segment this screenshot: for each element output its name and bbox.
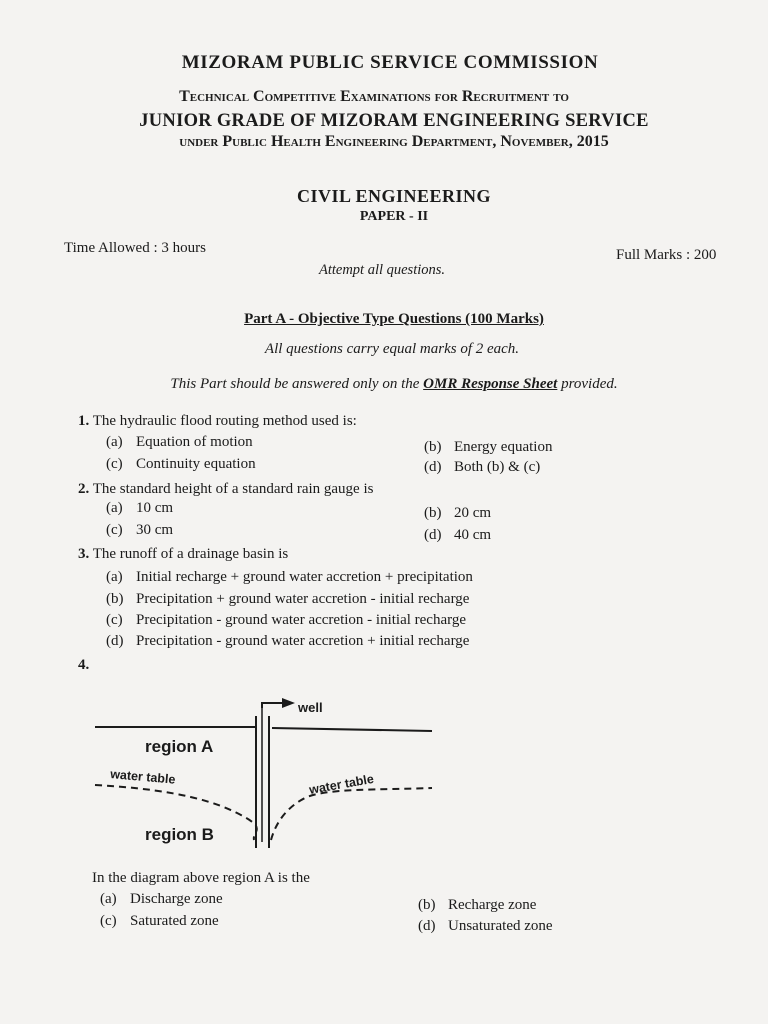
option-label: (b) [418, 897, 436, 913]
option-label: (a) [106, 500, 123, 516]
option-1a [106, 434, 253, 451]
option-text: Energy equation [454, 439, 553, 455]
option-text: 40 cm [454, 527, 492, 543]
option-3b [106, 591, 469, 608]
department-line: under Public Health Engineering Department, November, 2015 [179, 133, 609, 150]
option-label: (b) [424, 439, 442, 455]
well-outlet-pipe [262, 703, 282, 708]
equal-marks-note: All questions carry equal marks of 2 each. [264, 341, 520, 357]
option-3c [106, 612, 466, 629]
water-table-left-label: water table [109, 767, 177, 787]
question-text: In the diagram above region A is the [92, 870, 310, 886]
option-text: Discharge zone [130, 891, 223, 907]
part-a-heading: Part A - Objective Type Questions (100 Marks) [244, 311, 544, 327]
option-2a [106, 500, 173, 517]
option-text: Recharge zone [448, 897, 537, 913]
option-text: 10 cm [136, 500, 174, 516]
option-label: (a) [100, 891, 117, 907]
option-label: (b) [424, 505, 442, 521]
option-label: (c) [106, 456, 123, 472]
option-label: (d) [418, 918, 436, 934]
option-label: (b) [106, 591, 124, 607]
option-2b [424, 505, 491, 522]
question-4 [92, 870, 310, 887]
option-1c [106, 456, 256, 473]
omr-suffix: provided. [561, 376, 618, 392]
region-b-label: region B [145, 825, 214, 844]
question-text: The hydraulic flood routing method used is: [92, 413, 357, 429]
omr-instruction [10, 376, 768, 393]
question-number: 1. [78, 413, 90, 429]
option-label: (d) [424, 459, 442, 475]
subject-title: CIVIL ENGINEERING [296, 186, 492, 206]
option-4d [418, 918, 553, 935]
option-1d [424, 459, 540, 476]
question-text: The standard height of a standard rain gauge is [92, 481, 374, 497]
option-3d [106, 633, 469, 650]
option-label: (c) [100, 913, 117, 929]
paper-number: PAPER - II [359, 209, 429, 224]
water-table-right-curve [271, 788, 432, 840]
question-1 [78, 413, 357, 430]
full-marks: Full Marks : 200 [616, 247, 717, 263]
option-1b [424, 439, 552, 456]
option-text: Initial recharge + ground water accretion + precipitation [136, 569, 473, 585]
option-label: (a) [106, 569, 123, 585]
question-number: 2. [78, 481, 90, 497]
option-text: Saturated zone [130, 913, 219, 929]
option-3a [106, 569, 473, 586]
option-label: (d) [106, 633, 124, 649]
question-3 [78, 546, 288, 563]
option-4c [100, 913, 219, 930]
omr-prefix: This Part should be answered only on the [170, 376, 420, 392]
water-table-right-label: water table [308, 771, 375, 797]
well-arrow-icon [282, 698, 295, 708]
service-title: JUNIOR GRADE OF MIZORAM ENGINEERING SERVICE [139, 111, 649, 131]
option-2c [106, 522, 173, 539]
question-4-number [78, 657, 89, 674]
option-text: Precipitation - ground water accretion - initial recharge [136, 612, 466, 628]
option-text: Unsaturated zone [448, 918, 553, 934]
question-2 [78, 481, 373, 498]
question-text: The runoff of a drainage basin is [92, 546, 289, 562]
option-label: (c) [106, 522, 123, 538]
well-label: well [298, 700, 323, 715]
option-4b [418, 897, 536, 914]
region-a-label: region A [145, 737, 214, 756]
omr-sheet-label: OMR Response Sheet [423, 376, 558, 392]
option-label: (a) [106, 434, 123, 450]
exam-title-line: Technical Competitive Examinations for Recruitment to [179, 88, 569, 105]
option-text: Precipitation + ground water accretion - initial recharge [136, 591, 470, 607]
question-number: 3. [78, 546, 90, 562]
option-text: Continuity equation [136, 456, 256, 472]
option-text: 30 cm [136, 522, 174, 538]
option-text: Precipitation - ground water accretion + initial recharge [136, 633, 470, 649]
groundwater-well-diagram [0, 690, 768, 860]
option-label: (d) [424, 527, 442, 543]
question-number: 4. [78, 657, 90, 673]
option-2d [424, 527, 491, 544]
commission-title: MIZORAM PUBLIC SERVICE COMMISSION [181, 52, 599, 73]
option-4a [100, 891, 223, 908]
option-text: 20 cm [454, 505, 492, 521]
ground-surface-right [272, 728, 432, 731]
option-text: Both (b) & (c) [454, 459, 541, 475]
attempt-instruction: Attempt all questions. [318, 262, 446, 278]
time-allowed: Time Allowed : 3 hours [64, 240, 206, 256]
option-text: Equation of motion [136, 434, 253, 450]
option-label: (c) [106, 612, 123, 628]
